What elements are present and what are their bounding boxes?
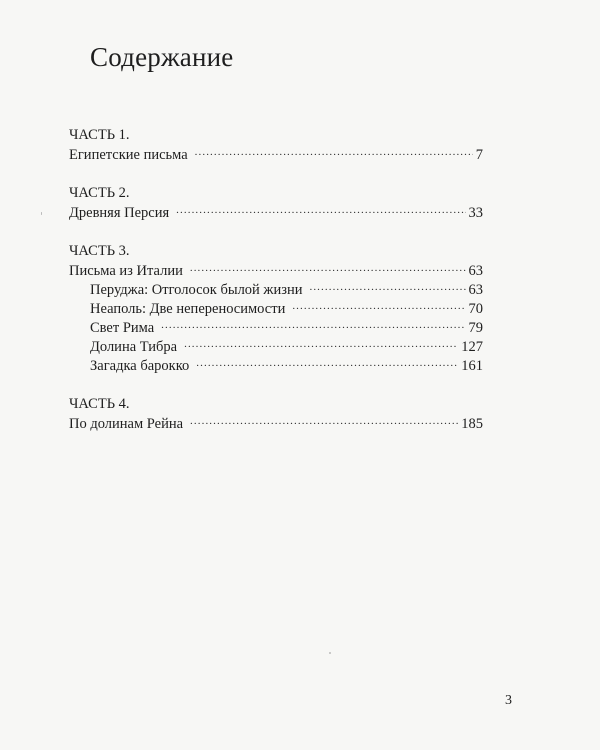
entry-title: Загадка барокко (90, 358, 190, 374)
dot-leader (292, 299, 465, 313)
entry-page-number: 79 (468, 320, 483, 336)
toc-entry (69, 145, 483, 164)
paper-speck (329, 652, 331, 654)
entry-page-number: 63 (468, 263, 483, 279)
toc-part-1 (69, 126, 483, 164)
table-of-contents (69, 126, 483, 453)
toc-subentry (69, 280, 483, 299)
toc-subentry (69, 318, 483, 337)
dot-leader (190, 414, 458, 428)
dot-leader (184, 337, 458, 351)
dot-leader (195, 145, 473, 159)
entry-page-number: 127 (461, 339, 483, 355)
page-title: Содержание (90, 42, 234, 72)
page-number: 3 (505, 693, 512, 708)
entry-title: По долинам Рейна (69, 416, 184, 432)
toc-entry (69, 261, 483, 280)
toc-part-3 (69, 242, 483, 375)
toc-entry (69, 203, 483, 222)
part-label: ЧАСТЬ 2. (69, 185, 130, 201)
entry-title: Неаполь: Две непереносимости (90, 301, 286, 317)
toc-subentry (69, 299, 483, 318)
dot-leader (190, 261, 466, 275)
entry-title: Письма из Италии (69, 263, 183, 279)
dot-leader (161, 318, 465, 332)
entry-title: Древняя Персия (69, 205, 170, 221)
dot-leader (176, 203, 465, 217)
entry-page-number: 185 (461, 416, 483, 432)
entry-title: Перуджа: Отголосок былой жизни (90, 282, 303, 298)
part-label: ЧАСТЬ 3. (69, 243, 130, 259)
part-label: ЧАСТЬ 1. (69, 127, 130, 143)
toc-subentry (69, 337, 483, 356)
entry-title: Свет Рима (90, 320, 155, 336)
entry-page-number: 33 (468, 205, 483, 221)
paper-speck (41, 212, 42, 215)
entry-page-number: 161 (461, 358, 483, 374)
entry-title: Египетские письма (69, 147, 188, 163)
toc-subentry (69, 356, 483, 375)
dot-leader (309, 280, 465, 294)
toc-part-4 (69, 395, 483, 433)
entry-title: Долина Тибра (90, 339, 178, 355)
dot-leader (196, 356, 458, 370)
part-label: ЧАСТЬ 4. (69, 396, 130, 412)
entry-page-number: 70 (468, 301, 483, 317)
toc-entry (69, 414, 483, 433)
entry-page-number: 63 (468, 282, 483, 298)
entry-page-number: 7 (475, 147, 483, 163)
toc-part-2 (69, 184, 483, 222)
